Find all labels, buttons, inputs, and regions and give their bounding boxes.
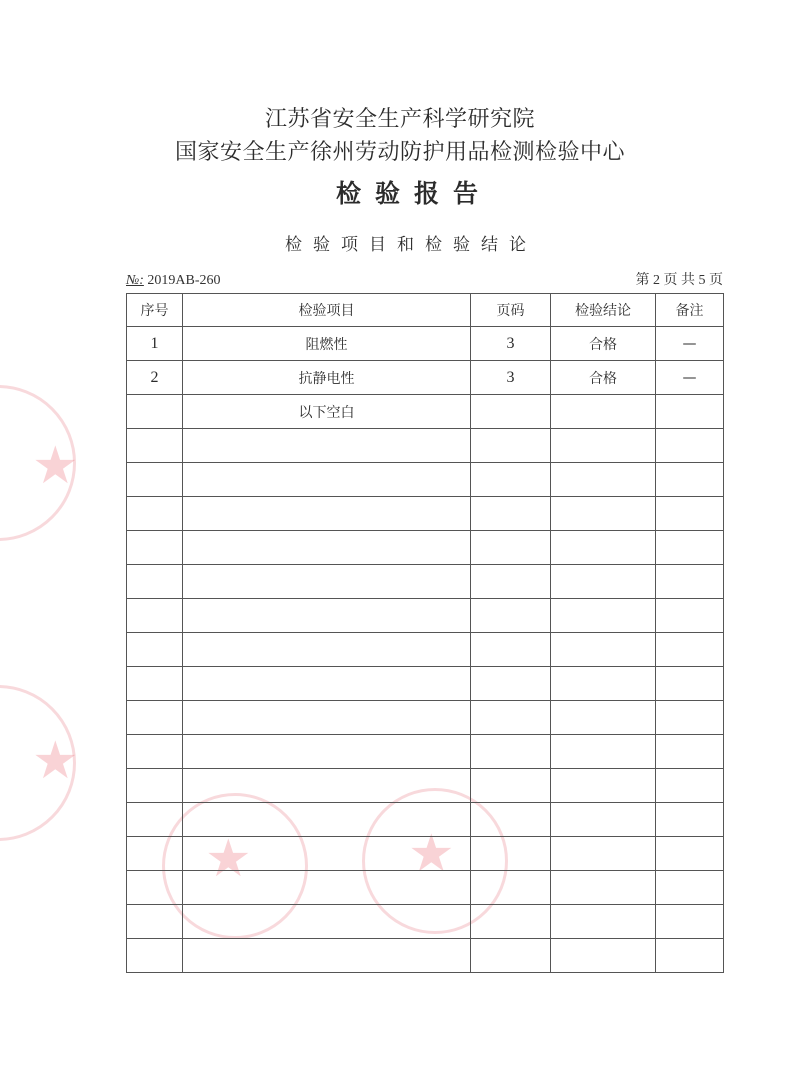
star-icon: ★	[32, 436, 79, 496]
table-row-empty	[127, 429, 724, 463]
cell-empty	[471, 871, 551, 905]
cell-empty	[551, 565, 656, 599]
cell-empty	[471, 735, 551, 769]
cell-empty	[656, 701, 724, 735]
cell-empty	[183, 837, 471, 871]
cell-empty	[471, 701, 551, 735]
cell-empty	[551, 667, 656, 701]
table-row-empty	[127, 871, 724, 905]
cell-empty	[127, 599, 183, 633]
cell-empty	[656, 769, 724, 803]
cell-no: 2	[127, 361, 183, 395]
cell-empty	[183, 667, 471, 701]
cell-empty	[127, 463, 183, 497]
cell-empty	[183, 939, 471, 973]
col-header-page: 页码	[471, 294, 551, 327]
cell-empty	[127, 735, 183, 769]
cell-empty	[471, 803, 551, 837]
cell-page	[471, 395, 551, 429]
cell-empty	[127, 633, 183, 667]
cell-empty	[551, 735, 656, 769]
cell-empty	[127, 531, 183, 565]
cell-empty	[127, 667, 183, 701]
report-title: 检验报告	[335, 179, 492, 208]
cell-empty	[127, 871, 183, 905]
page-info: 第 2 页 共 5 页	[635, 273, 723, 288]
cell-empty	[551, 633, 656, 667]
cell-no	[127, 395, 183, 429]
table-row-empty	[127, 905, 724, 939]
table-row-empty	[127, 497, 724, 531]
cell-empty	[551, 769, 656, 803]
cell-empty	[127, 905, 183, 939]
cell-empty	[183, 497, 471, 531]
report-number	[126, 273, 221, 289]
cell-empty	[656, 565, 724, 599]
cell-empty	[127, 939, 183, 973]
cell-empty	[471, 837, 551, 871]
cell-empty	[656, 803, 724, 837]
cell-empty	[183, 701, 471, 735]
cell-empty	[471, 905, 551, 939]
star-icon: ★	[32, 731, 79, 791]
cell-empty	[183, 599, 471, 633]
table-row-empty	[127, 803, 724, 837]
cell-empty	[183, 565, 471, 599]
cell-empty	[656, 531, 724, 565]
cell-item: 阻燃性	[183, 327, 471, 361]
cell-empty	[183, 735, 471, 769]
col-header-remark: 备注	[656, 294, 724, 327]
cell-empty	[471, 429, 551, 463]
cell-page: 3	[471, 361, 551, 395]
table-row-empty	[127, 769, 724, 803]
cell-remark: —	[656, 327, 724, 361]
cell-empty	[551, 599, 656, 633]
col-header-no: 序号	[127, 294, 183, 327]
cell-empty	[656, 871, 724, 905]
cell-empty	[656, 497, 724, 531]
col-header-item: 检验项目	[183, 294, 471, 327]
org-name-line1: 江苏省安全生产科学研究院	[264, 107, 535, 132]
cell-empty	[551, 531, 656, 565]
cell-page: 3	[471, 327, 551, 361]
cell-item: 以下空白	[183, 395, 471, 429]
cell-empty	[471, 531, 551, 565]
cell-empty	[551, 871, 656, 905]
cell-empty	[551, 905, 656, 939]
report-number-value: 2019AB-260	[147, 273, 221, 288]
cell-empty	[127, 497, 183, 531]
cell-empty	[656, 667, 724, 701]
cell-empty	[127, 429, 183, 463]
cell-remark: —	[656, 361, 724, 395]
cell-empty	[183, 803, 471, 837]
table-row-empty	[127, 701, 724, 735]
table-row-empty	[127, 837, 724, 871]
cell-empty	[127, 837, 183, 871]
table-row-empty	[127, 599, 724, 633]
table-row	[127, 327, 724, 361]
cell-empty	[183, 633, 471, 667]
cell-empty	[551, 701, 656, 735]
table-row-empty	[127, 735, 724, 769]
cell-empty	[656, 429, 724, 463]
table-row-empty	[127, 939, 724, 973]
table-row	[127, 361, 724, 395]
cell-empty	[551, 429, 656, 463]
cell-empty	[471, 769, 551, 803]
cell-empty	[656, 599, 724, 633]
cell-empty	[183, 429, 471, 463]
cell-empty	[183, 769, 471, 803]
cell-empty	[183, 871, 471, 905]
table-row-empty	[127, 633, 724, 667]
cell-empty	[183, 531, 471, 565]
cell-empty	[656, 939, 724, 973]
cell-empty	[551, 939, 656, 973]
cell-empty	[551, 803, 656, 837]
cell-no: 1	[127, 327, 183, 361]
cell-empty	[471, 599, 551, 633]
cell-empty	[183, 463, 471, 497]
cell-empty	[551, 837, 656, 871]
report-subtitle: 检验项目和检验结论	[285, 235, 537, 255]
org-name-line2: 国家安全生产徐州劳动防护用品检测检验中心	[174, 140, 625, 165]
cell-remark	[656, 395, 724, 429]
cell-empty	[551, 497, 656, 531]
cell-empty	[127, 565, 183, 599]
cell-result: 合格	[551, 327, 656, 361]
cell-empty	[471, 939, 551, 973]
cell-result	[551, 395, 656, 429]
cell-empty	[183, 905, 471, 939]
table-row-empty	[127, 531, 724, 565]
cell-empty	[127, 769, 183, 803]
cell-empty	[471, 633, 551, 667]
col-header-result: 检验结论	[551, 294, 656, 327]
cell-empty	[471, 497, 551, 531]
table-row-empty	[127, 667, 724, 701]
table-header-row	[127, 294, 724, 327]
cell-empty	[127, 701, 183, 735]
inspection-table	[126, 293, 724, 973]
cell-empty	[551, 463, 656, 497]
table-row-empty	[127, 565, 724, 599]
cell-empty	[471, 565, 551, 599]
cell-result: 合格	[551, 361, 656, 395]
cell-empty	[656, 837, 724, 871]
cell-item: 抗静电性	[183, 361, 471, 395]
cell-empty	[656, 463, 724, 497]
report-number-label: №:	[126, 273, 144, 288]
cell-empty	[127, 803, 183, 837]
table-row-empty	[127, 463, 724, 497]
table-row	[127, 395, 724, 429]
cell-empty	[656, 905, 724, 939]
cell-empty	[471, 463, 551, 497]
star-icon: ★	[205, 829, 252, 889]
cell-empty	[656, 633, 724, 667]
cell-empty	[471, 667, 551, 701]
cell-empty	[656, 735, 724, 769]
star-icon: ★	[408, 824, 455, 884]
